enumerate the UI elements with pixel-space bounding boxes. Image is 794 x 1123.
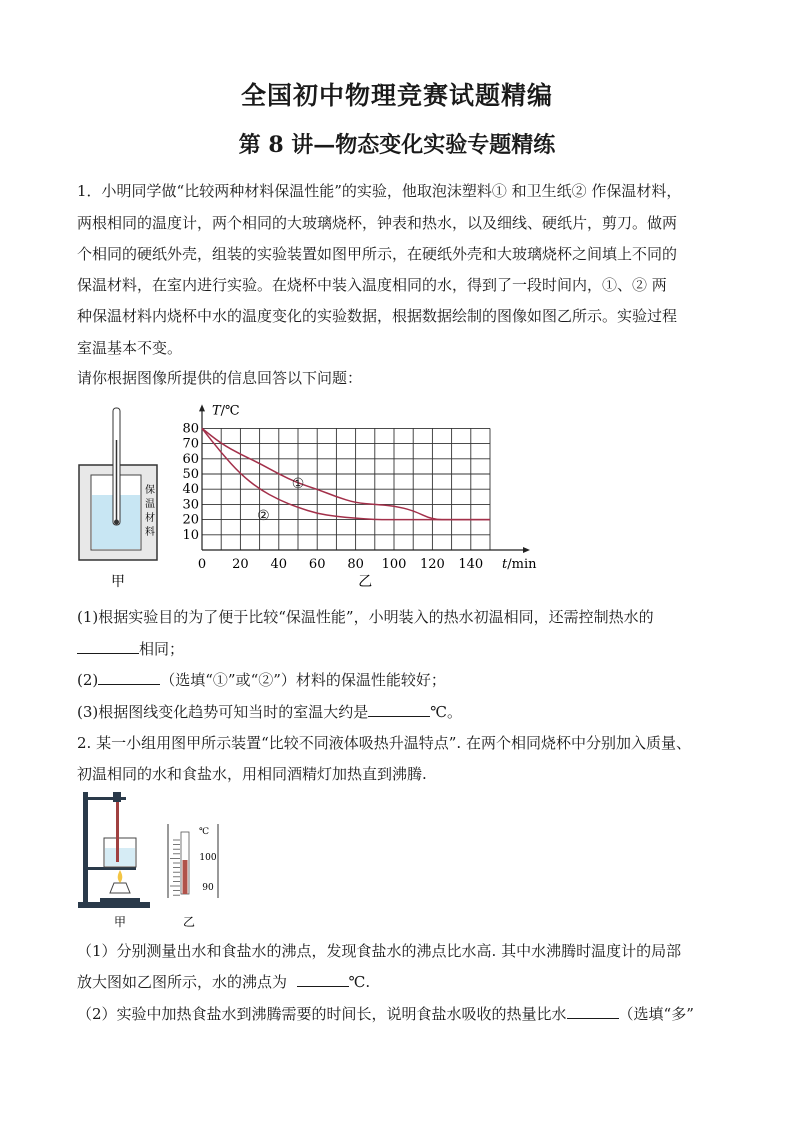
x-tick-label: 80	[347, 557, 364, 572]
thermometer-bulb	[114, 520, 119, 525]
material-label-char-3: 材	[145, 513, 155, 524]
q2-sub1-line-1: （1）分别测量出水和食盐水的沸点，发现食盐水的沸点比水高. 其中水沸腾时温度计的局部	[77, 942, 682, 960]
thermometer-scale	[170, 840, 180, 895]
q1-sub1-line-1: (1)根据实验目的为了便于比较“保温性能”，小明装入的热水初温相同，还需控制热水的	[77, 608, 654, 626]
tick-label-90: 90	[202, 883, 214, 893]
series-label-2: ②	[257, 508, 270, 525]
material-label-char-1: 保	[145, 485, 155, 496]
q2-figure-yi	[162, 820, 224, 932]
y-axis-arrow	[199, 404, 205, 411]
q2-sub1-text: 放大图如乙图所示，水的沸点为	[77, 973, 288, 991]
q1-sub3-text: (3)根据图线变化趋势可知当时的室温大约是	[77, 703, 369, 721]
x-tick-label: 120	[419, 557, 445, 572]
q1-sub1-line-2-text: 相同；	[139, 640, 185, 658]
q1-figure-jia	[74, 400, 174, 600]
q2-sub1-line-2	[77, 972, 727, 992]
q1-prompt: 请你根据图像所提供的信息回答以下问题：	[77, 369, 363, 387]
q1-line-2: 两根相同的温度计，两个相同的大玻璃烧杯，钟表和热水，以及细线、硬纸片，剪刀。做两	[77, 214, 678, 232]
x-tick-label: 60	[308, 557, 326, 572]
q1-sub1-line-2	[77, 639, 727, 659]
y-tick-label: 70	[182, 436, 199, 452]
q1-sub3-unit: ℃。	[430, 703, 463, 721]
lecture-subtitle: 第 8 讲—物态变化实验专题精练	[238, 132, 556, 158]
material-label-char-4: 料	[145, 527, 155, 538]
x-axis-arrow	[523, 547, 530, 553]
y-axis-label	[212, 403, 240, 418]
temperature-chart	[176, 398, 537, 594]
flame-icon	[118, 870, 123, 883]
liquid	[105, 848, 135, 866]
page-title: 全国初中物理竞赛试题精编	[240, 81, 553, 110]
q2-line-1: 2. 某一小组用图甲所示装置“比较不同液体吸热升温特点”. 在两个相同烧杯中分别加入质量、	[77, 734, 691, 752]
series-label-1: ①	[291, 476, 305, 493]
q1-sub2-number: (2)	[77, 671, 99, 689]
y-tick-label: 50	[182, 467, 199, 482]
q1-line-5: 种保温材料内烧杯中水的温度变化的实验数据，根据数据绘制的图像如图乙所示。实验过程	[77, 307, 678, 325]
q2-sub2	[77, 1004, 727, 1024]
q1-line-6: 室温基本不变。	[77, 339, 183, 357]
mercury-column	[183, 860, 188, 894]
q1-line-1: 1．小明同学做“比较两种材料保温性能”的实验，他取泡沫塑料① 和卫生纸② 作保温材料，	[77, 182, 682, 200]
y-tick-label: 10	[182, 527, 199, 543]
tick-label-100: 100	[199, 853, 217, 863]
y-axis-var: T	[212, 403, 221, 419]
q1-line-4: 保温材料，在室内进行实验。在烧杯中装入温度相同的水，得到了一段时间内，①、② 两	[77, 276, 667, 294]
y-tick-label: 40	[182, 482, 199, 498]
answer-blank-4[interactable]	[297, 972, 349, 987]
x-tick-label: 20	[232, 557, 249, 572]
y-tick-label: 60	[182, 451, 199, 467]
x-axis-unit: /min	[507, 557, 537, 572]
q2-line-2: 初温相同的水和食盐水，用相同酒精灯加热直到沸腾.	[77, 765, 427, 783]
answer-blank-1[interactable]	[77, 639, 139, 654]
alcohol-lamp	[110, 883, 130, 893]
answer-blank-5[interactable]	[567, 1004, 619, 1019]
x-axis-label	[502, 557, 537, 572]
q2-sub2-text: （2）实验中加热食盐水到沸腾需要的时间长，说明食盐水吸收的热量比水	[77, 1005, 567, 1023]
y-tick-label: 30	[182, 497, 199, 513]
x-tick-label: 0	[197, 557, 207, 572]
q2-sub2-end: （选填“多”	[618, 1005, 694, 1023]
answer-blank-3[interactable]	[368, 702, 430, 717]
q1-sub3	[77, 702, 727, 722]
y-axis-unit: /℃	[220, 403, 240, 419]
material-label-char-2: 温	[145, 499, 155, 510]
q1-line-3: 个相同的硬纸外壳，组装的实验装置如图甲所示，在硬纸外壳和大玻璃烧杯之间填上不同的	[77, 245, 678, 263]
q1-sub2-text: （选填“①”或“②”）材料的保温性能较好；	[160, 671, 446, 689]
x-tick-label: 140	[458, 557, 484, 572]
x-axis-var: t	[502, 557, 508, 572]
y-tick-label: 20	[182, 512, 199, 528]
iron-stand-rod	[83, 792, 88, 908]
q1-sub2	[77, 670, 727, 690]
thermometer	[116, 802, 119, 862]
figure-caption-jia: 甲	[111, 574, 125, 590]
x-tick-label: 40	[270, 557, 288, 572]
figure-caption-jia-2: 甲	[113, 915, 127, 929]
figure-caption-yi: 乙	[358, 574, 373, 590]
clamp-head	[113, 792, 121, 802]
answer-blank-2[interactable]	[98, 670, 160, 685]
y-tick-label: 80	[182, 421, 199, 437]
iron-stand-base	[78, 902, 150, 908]
figure-caption-yi-2: 乙	[182, 915, 196, 929]
tripod-base	[100, 898, 140, 902]
unit-label: ℃	[198, 827, 210, 837]
q2-sub1-unit: ℃.	[348, 973, 371, 991]
q2-figure-jia	[76, 788, 158, 933]
x-tick-label: 100	[381, 557, 407, 572]
